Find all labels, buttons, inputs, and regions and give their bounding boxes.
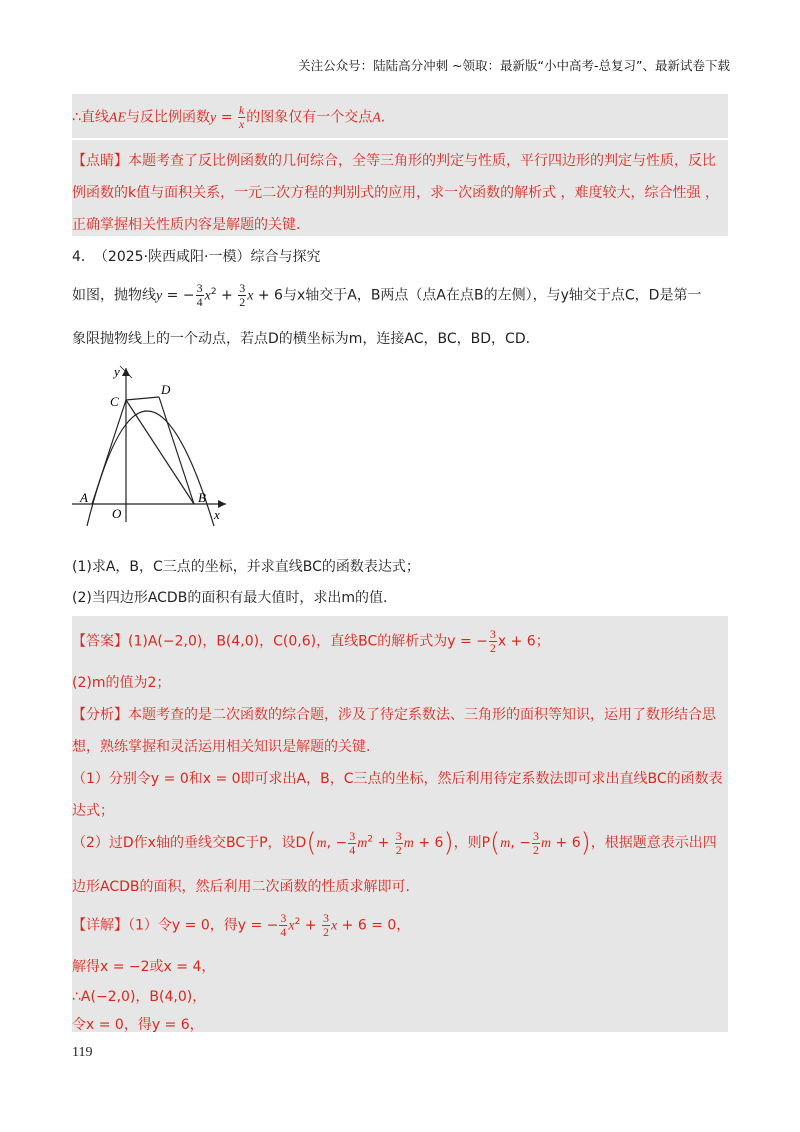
- analysis-line-2: 想，熟练掌握和灵活运用相关知识是解题的关键.: [72, 739, 371, 755]
- label-o: O: [112, 506, 122, 521]
- label-c: C: [110, 394, 119, 409]
- label-x: x: [214, 507, 220, 522]
- dianjing-line-2: 例函数的k值与面积关系，一元二次方程的判别式的应用，求一次函数的解析式 ，难度较大，综合性强 ，: [72, 185, 720, 201]
- analysis-line-6: 边形ACDB的面积，然后利用二次函数的性质求解即可.: [72, 879, 410, 895]
- detail-line-4: 令x = 0，得y = 6，: [72, 1017, 204, 1033]
- dianjing-line-3: 正确掌握相关性质内容是解题的关键.: [72, 217, 301, 233]
- label-d: D: [161, 382, 171, 397]
- dianjing-line-1: 【点睛】本题考查了反比例函数的几何综合，全等三角形的判定与性质，平行四边形的判定与性质，反比: [72, 153, 716, 169]
- analysis-line-5: （2）过D作x轴的垂线交BC于P，设D(m, − $\frac{3}{4}$ $m^2$ + $\frac{3}{2}$ m + 6)，则P(m, − $\frac{3}{2}$ m + 6)，根据题意表示出四: [72, 828, 717, 858]
- page-header: 关注公众号：陆陆高分冲刺 ~领取：最新版“小中高考-总复习”、最新试卷下载: [298, 58, 730, 73]
- question-1: (1)求A，B，C三点的坐标，并求直线BC的函数表达式；: [72, 559, 420, 575]
- detail-line-3: ∴A(−2,0)，B(4,0)，: [72, 989, 207, 1005]
- conclusion-line: ∴直线AE与反比例函数y = $\frac{k}{x}$ 的图象仅有一个交点A.: [72, 103, 386, 131]
- analysis-line-4: 达式；: [72, 803, 114, 819]
- problem-header: 4． （2025·陕西咸阳·一模）综合与探究: [72, 249, 321, 265]
- label-b: B: [198, 490, 206, 505]
- problem-line-2: 象限抛物线上的一个动点，若点D的横坐标为m，连接AC，BC，BD，CD．: [72, 331, 540, 347]
- label-y: y: [114, 364, 120, 379]
- analysis-line-1: 【分析】本题考查的是二次函数的综合题，涉及了待定系数法、三角形的面积等知识，运用了数形结合思: [72, 707, 716, 723]
- parabola-figure: [66, 362, 236, 532]
- analysis-line-3: （1）分别令y = 0和x = 0即可求出A，B，C三点的坐标，然后利用待定系数法即可求出直线BC的函数表: [72, 771, 723, 787]
- label-a: A: [80, 490, 88, 505]
- answer-line-1: 【答案】(1)A(−2,0)，B(4,0)，C(0,6)，直线BC的解析式为y = − $\frac{3}{2}$ x + 6；: [72, 627, 550, 655]
- detail-line-1: 【详解】（1）令y = 0，得y = − $\frac{3}{4}$ $x^2$ + $\frac{3}{2}$ x + 6 = 0，: [72, 911, 411, 939]
- page-number: 119: [72, 1045, 93, 1060]
- question-2: (2)当四边形ACDB的面积有最大值时，求出m的值.: [72, 590, 388, 606]
- answer-line-2: (2)m的值为2；: [72, 675, 171, 691]
- problem-line-1: 如图，抛物线y = − $\frac{3}{4}$ $x^2$ + $\frac{3}{2}$ x + 6与x轴交于A，B两点（点A在点B的左侧），与y轴交于点C，D是第一: [72, 281, 702, 309]
- detail-line-2: 解得x = −2或x = 4，: [72, 959, 216, 975]
